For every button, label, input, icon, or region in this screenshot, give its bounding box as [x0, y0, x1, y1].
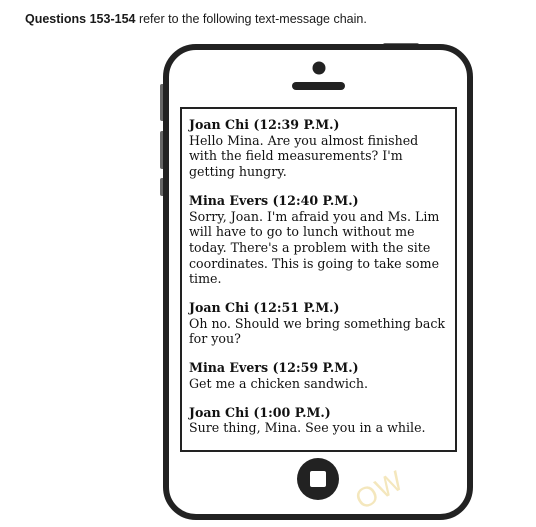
message-sender: Mina Evers (12:40 P.M.) — [189, 192, 359, 208]
home-button-square — [310, 471, 326, 487]
message-text: Hello Mina. Are you almost finished with the field measurements? I'm getting hungry. — [189, 132, 419, 180]
message-text: Oh no. Should we bring something back for you? — [189, 315, 446, 347]
instruction-text: refer to the following text-message chain. — [135, 12, 367, 26]
message-text: Get me a chicken sandwich. — [189, 375, 369, 391]
phone-screen — [180, 107, 457, 452]
message-text: Sure thing, Mina. See you in a while. — [189, 420, 426, 436]
message-sender: Joan Chi (12:39 P.M.) — [189, 117, 340, 132]
message-item — [189, 117, 449, 180]
speaker-grille-icon — [292, 82, 345, 90]
front-camera-icon — [313, 62, 326, 75]
message-text: Sorry, Joan. I'm afraid you and Ms. Lim will have to go to lunch without me today. There's a problem with the site coordinates. This is going to take some time. — [189, 208, 440, 287]
question-numbers: Questions 153-154 — [25, 12, 136, 26]
message-item — [189, 193, 449, 287]
message-sender: Joan Chi (1:00 P.M.) — [189, 404, 331, 420]
message-item — [189, 300, 449, 347]
watermark: OW — [350, 464, 409, 516]
message-item — [189, 360, 449, 391]
message-sender: Joan Chi (12:51 P.M.) — [189, 300, 340, 316]
message-item — [189, 405, 449, 436]
message-sender: Mina Evers (12:59 P.M.) — [189, 360, 359, 376]
